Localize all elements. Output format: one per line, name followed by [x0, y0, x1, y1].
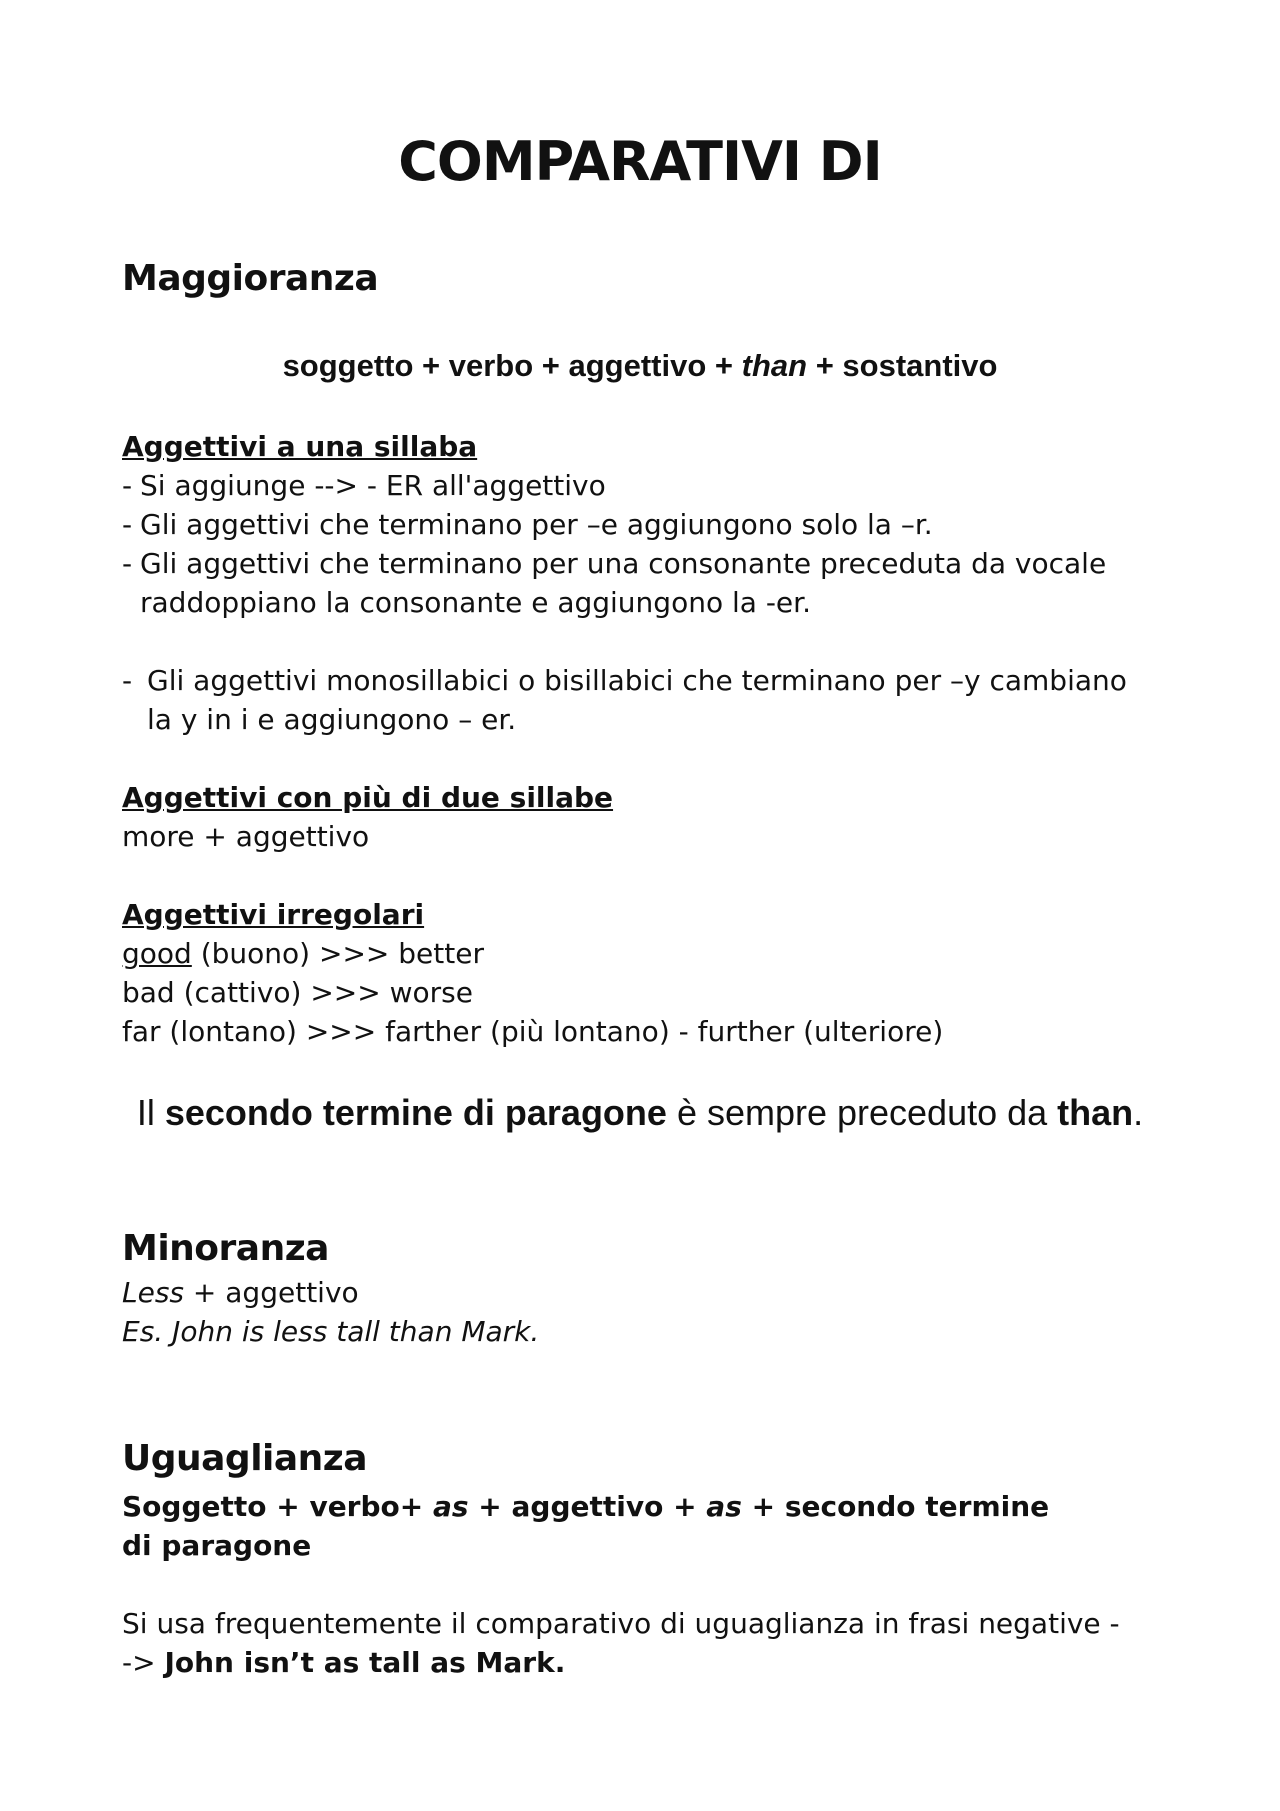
formula-part2: + sostantivo [807, 348, 998, 383]
list-item: - Gli aggettivi che terminano per –e aggiungono solo la –r. [122, 508, 933, 541]
subheading-irregolari: Aggettivi irregolari [122, 898, 425, 931]
minoranza-rule: Less + aggettivo [122, 1276, 359, 1309]
list-item: - Si aggiunge --> - ER all'aggettivo [122, 469, 606, 502]
uguaglianza-usage: Si usa frequentemente il comparativo di uguaglianza in frasi negative --> John isn’t as tall as Mark. [122, 1607, 1120, 1679]
irregular-bad: bad (cattivo) >>> worse [122, 976, 473, 1009]
heading-minoranza: Minoranza [122, 1228, 329, 1269]
irregular-good: good (buono) >>> better [122, 937, 484, 970]
section-minoranza [122, 1273, 539, 1351]
minoranza-example: Es. John is less tall than Mark. [122, 1315, 540, 1348]
subheading-due-sillabe: Aggettivi con più di due sillabe [122, 781, 614, 814]
subheading-una-sillaba: Aggettivi a una sillaba [122, 430, 478, 463]
irregular-far: far (lontano) >>> farther (più lontano) - further (ulteriore) [122, 1015, 944, 1048]
formula-than: than [741, 348, 808, 383]
note-secondo-termine: Il secondo termine di paragone è sempre preceduto da than. [136, 1092, 1144, 1133]
list-item: - Gli aggettivi monosillabici o bisillabici che terminano per –y cambiano la y in i e aggiungono – er. [122, 664, 1127, 736]
formula-part1: soggetto + verbo + aggettivo + [282, 348, 742, 383]
heading-maggioranza: Maggioranza [122, 258, 379, 299]
section-una-sillaba [122, 427, 1162, 739]
formula-uguaglianza: Soggetto + verbo+ as + aggettivo + as + secondo termine di paragone [122, 1490, 1050, 1562]
formula-maggioranza [0, 348, 1280, 384]
due-sillabe-rule: more + aggettivo [122, 820, 370, 853]
section-due-sillabe [122, 778, 613, 856]
heading-uguaglianza: Uguaglianza [122, 1438, 368, 1479]
section-irregolari [122, 895, 943, 1051]
page-title: COMPARATIVI DI [398, 130, 882, 193]
list-item: - Gli aggettivi che terminano per una consonante preceduta da vocale raddoppiano la consonante e aggiungono la -er. [122, 547, 1107, 619]
